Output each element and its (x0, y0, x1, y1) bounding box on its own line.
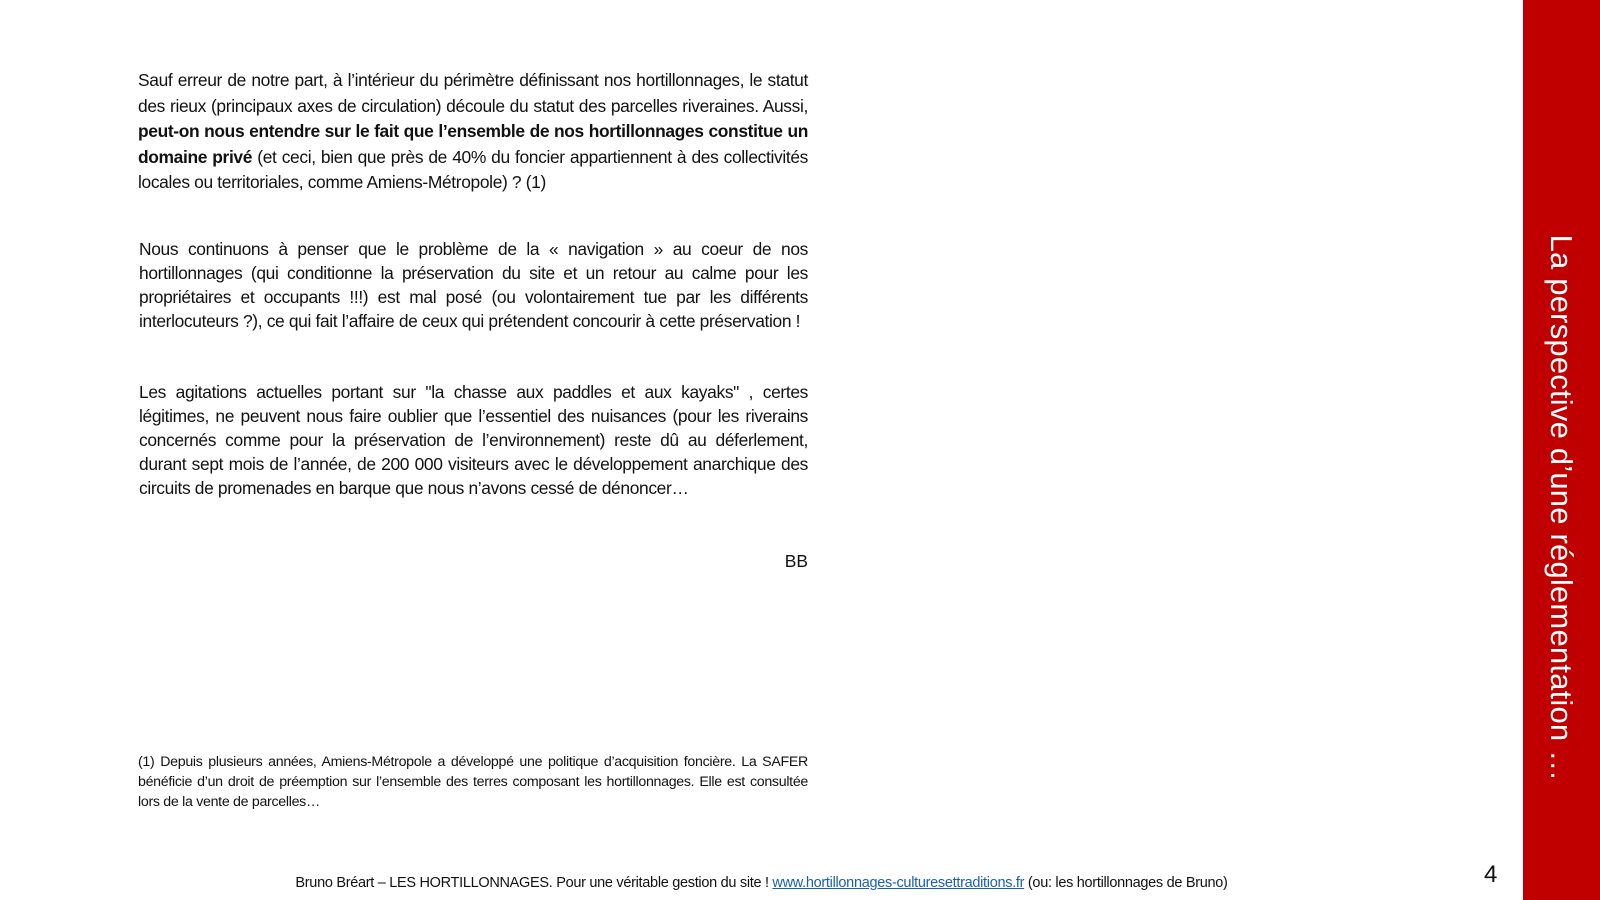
paragraph-statut-rieux (138, 68, 808, 196)
side-title-band (1523, 0, 1600, 900)
paragraph1-end: (et ceci, bien que près de 40% du foncier appartiennent à des collectivités locales ou territoriales, comme Amiens-Métropole) ? (1) (138, 146, 808, 192)
side-title: La perspective d’une réglementation … (1544, 234, 1579, 782)
page-footer (0, 873, 1523, 893)
signature: BB (784, 551, 808, 571)
website-link[interactable]: www.hortillonnages-culturesettraditions.fr (772, 875, 1025, 891)
footer-suffix: (ou: les hortillonnages de Bruno) (1024, 875, 1228, 891)
paragraph1-bold: peut-on nous entendre sur le fait que l’ensemble de nos hortillonnages constitue un domaine privé (138, 121, 808, 167)
footer-prefix: Bruno Bréart – LES HORTILLONNAGES. Pour une véritable gestion du site ! (295, 875, 773, 891)
footnote: (1) Depuis plusieurs années, Amiens-Métropole a développé une politique d’acquisition foncière. La SAFER bénéficie d’un droit de préemption sur l’ensemble des terres composant les hortillonnages. Elle est consultée lors de la vente de parcelles… (138, 754, 808, 810)
paragraph-navigation: Nous continuons à penser que le problème de la « navigation » au coeur de nos hortillonnages (qui conditionne la préservation du site et un retour au calme pour les propriétaires et occupants !!!) est mal posé (ou volontairement tue par les différents interlocuteurs ?), ce qui fait l’affaire de ceux qui prétendent concourir à cette préservation ! (139, 239, 808, 331)
paragraph-agitations: Les agitations actuelles portant sur "la chasse aux paddles et aux kayaks" , certes légitimes, ne peuvent nous faire oublier que l’essentiel des nuisances (pour les riverains concernés comme pour la préservation de l’environnement) reste dû au déferlement, durant sept mois de l’année, de 200 000 visiteurs avec le développement anarchique des circuits de promenades en barque que nous n’avons cessé de dénoncer… (139, 382, 808, 498)
page-number: 4 (1484, 861, 1498, 888)
paragraph1-intro: Sauf erreur de notre part, à l’intérieur du périmètre définissant nos hortillonnages, le statut des rieux (principaux axes de circulation) découle du statut des parcelles riveraines. Aussi, (138, 70, 808, 116)
